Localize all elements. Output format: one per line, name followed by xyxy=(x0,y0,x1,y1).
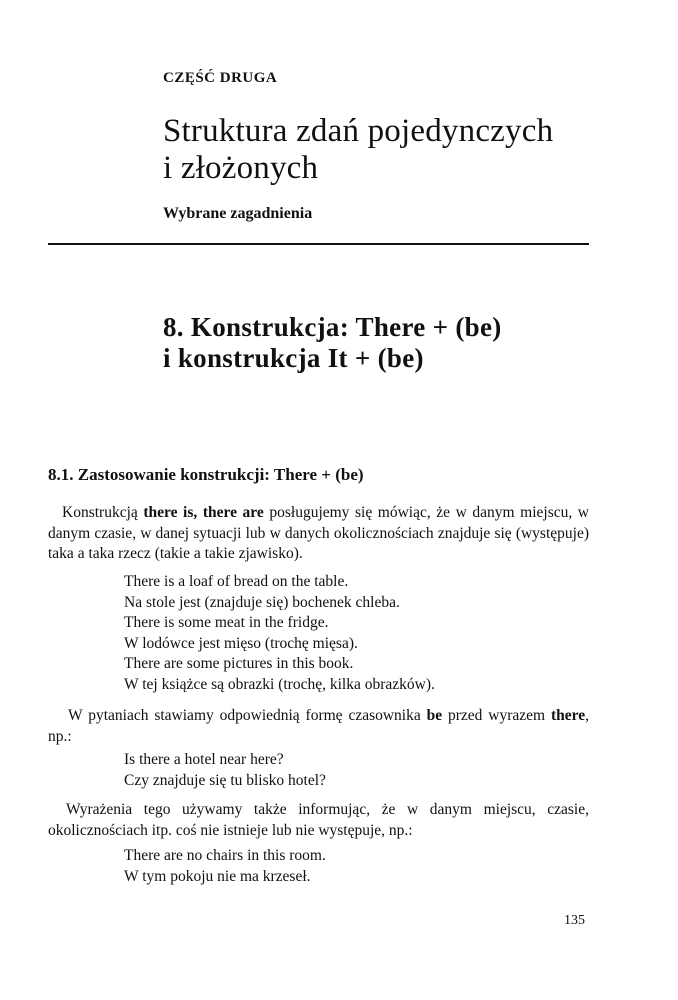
example-line: There are some pictures in this book. xyxy=(124,655,354,672)
section-heading: 8.1. Zastosowanie konstrukcji: There + (be) xyxy=(48,465,364,484)
page-title-line-1: Struktura zdań pojedynczych xyxy=(163,113,554,149)
paragraph-3: Wyrażenia tego używamy także informując, że w danym miejscu, czasie, okolicznościach itp. coś nie istnieje lub nie występuje, np.: xyxy=(48,801,589,839)
paragraph-1-text-b: posługujemy się mówiąc, że w danym miejscu, w danym czasie, w danej sytuacji lub w danych okolicznościach znajduje się (występuje) taka a taka rzecz (takie a takie zjawisko). xyxy=(48,504,589,562)
paragraph-2-text-a: W pytaniach stawiamy odpowiednią formę czasownika xyxy=(68,707,427,724)
example-block-2 xyxy=(124,750,326,791)
paragraph-2-bold-there: there xyxy=(550,707,586,724)
paragraph-2-text-b: przed wyrazem xyxy=(442,707,551,724)
paragraph-2-text-c: , np.: xyxy=(48,707,589,745)
example-line: Is there a hotel near here? xyxy=(124,751,284,768)
example-line: Czy znajduje się tu blisko hotel? xyxy=(124,771,326,789)
example-block-1 xyxy=(124,572,435,695)
part-label: CZĘŚĆ DRUGA xyxy=(163,70,278,86)
example-line: W tej książce są obrazki (trochę, kilka obrazków). xyxy=(124,675,435,693)
horizontal-rule xyxy=(48,243,589,245)
example-line: There is some meat in the fridge. xyxy=(124,614,329,631)
example-line: There is a loaf of bread on the table. xyxy=(124,573,349,590)
paragraph-1-bold-term: there is, there are xyxy=(143,504,264,521)
chapter-title-line-2: i konstrukcja It + (be) xyxy=(163,343,424,373)
page-subtitle: Wybrane zagadnienia xyxy=(163,205,313,222)
paragraph-2 xyxy=(48,706,589,747)
chapter-title-line-1: 8. Konstrukcja: There + (be) xyxy=(163,312,502,342)
example-block-3 xyxy=(124,846,326,887)
example-line: W tym pokoju nie ma krzeseł. xyxy=(124,867,311,885)
example-line: W lodówce jest mięso (trochę mięsa). xyxy=(124,634,358,652)
paragraph-2-bold-be: be xyxy=(426,707,443,724)
example-line: There are no chairs in this room. xyxy=(124,847,326,864)
paragraph-1 xyxy=(48,503,589,565)
example-line: Na stole jest (znajduje się) bochenek chleba. xyxy=(124,593,400,611)
paragraph-1-text-a: Konstrukcją xyxy=(62,504,144,521)
page-title-line-2: i złożonych xyxy=(163,150,319,186)
page-number: 135 xyxy=(564,913,585,928)
